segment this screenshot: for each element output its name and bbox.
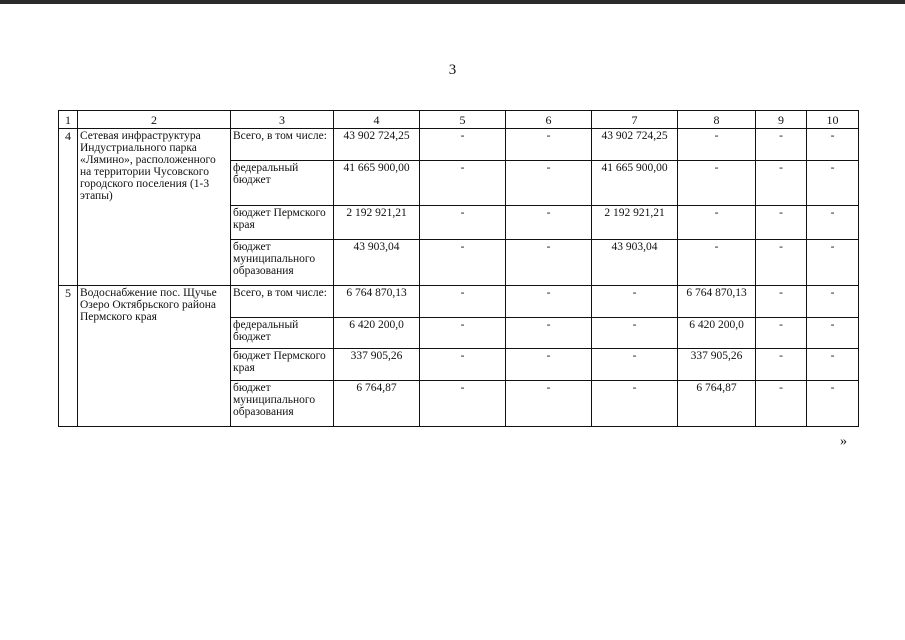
amount-cell: 6 764,87: [678, 381, 756, 427]
amount-cell: -: [678, 206, 756, 240]
amount-cell: -: [420, 286, 506, 318]
header-row: [59, 111, 859, 129]
amount-cell: -: [506, 129, 592, 161]
amount-cell: -: [678, 129, 756, 161]
amount-cell: -: [807, 206, 859, 240]
header-cell: 1: [59, 111, 78, 129]
funding-source: бюджет Пермского края: [231, 206, 334, 240]
amount-cell: -: [506, 318, 592, 349]
amount-cell: -: [807, 349, 859, 381]
amount-cell: 41 665 900,00: [592, 161, 678, 206]
amount-cell: -: [807, 129, 859, 161]
amount-cell: -: [756, 129, 807, 161]
amount-cell: -: [420, 129, 506, 161]
scan-top-edge: [0, 0, 905, 4]
amount-cell: -: [807, 286, 859, 318]
funding-source: федеральный бюджет: [231, 161, 334, 206]
header-cell: 4: [334, 111, 420, 129]
amount-cell: 337 905,26: [678, 349, 756, 381]
header-cell: 6: [506, 111, 592, 129]
amount-cell: -: [756, 381, 807, 427]
table-row: [59, 286, 859, 318]
amount-cell: 41 665 900,00: [334, 161, 420, 206]
amount-cell: 337 905,26: [334, 349, 420, 381]
amount-cell: -: [592, 381, 678, 427]
amount-cell: -: [756, 318, 807, 349]
amount-cell: 6 420 200,0: [678, 318, 756, 349]
amount-cell: -: [592, 318, 678, 349]
amount-cell: -: [678, 161, 756, 206]
amount-cell: -: [506, 240, 592, 286]
amount-cell: -: [678, 240, 756, 286]
amount-cell: -: [420, 240, 506, 286]
funding-source: бюджет муниципального образования: [231, 381, 334, 427]
amount-cell: -: [807, 161, 859, 206]
funding-source: федеральный бюджет: [231, 318, 334, 349]
project-name: Сетевая инфраструктура Индустриального парка «Лямино», расположенного на территории Чусовского городского поселения (1-3 этапы): [78, 129, 231, 286]
amount-cell: -: [756, 286, 807, 318]
amount-cell: 43 902 724,25: [334, 129, 420, 161]
amount-cell: -: [506, 381, 592, 427]
header-cell: 7: [592, 111, 678, 129]
amount-cell: 43 903,04: [334, 240, 420, 286]
amount-cell: -: [756, 240, 807, 286]
table-row: [59, 129, 859, 161]
amount-cell: -: [592, 286, 678, 318]
amount-cell: 2 192 921,21: [592, 206, 678, 240]
funding-source: Всего, в том числе:: [231, 129, 334, 161]
page-number: 3: [448, 62, 457, 78]
amount-cell: 6 420 200,0: [334, 318, 420, 349]
project-number: 5: [59, 286, 78, 427]
header-cell: 8: [678, 111, 756, 129]
header-cell: 10: [807, 111, 859, 129]
amount-cell: -: [420, 381, 506, 427]
funding-source: бюджет муниципального образования: [231, 240, 334, 286]
amount-cell: -: [506, 349, 592, 381]
amount-cell: -: [420, 161, 506, 206]
header-cell: 2: [78, 111, 231, 129]
amount-cell: -: [420, 349, 506, 381]
amount-cell: -: [807, 381, 859, 427]
header-cell: 3: [231, 111, 334, 129]
amount-cell: 6 764 870,13: [678, 286, 756, 318]
amount-cell: 43 903,04: [592, 240, 678, 286]
amount-cell: 2 192 921,21: [334, 206, 420, 240]
funding-source: Всего, в том числе:: [231, 286, 334, 318]
amount-cell: 43 902 724,25: [592, 129, 678, 161]
financing-table: [58, 110, 859, 427]
amount-cell: -: [756, 206, 807, 240]
project-number: 4: [59, 129, 78, 286]
project-name: Водоснабжение пос. Щучье Озеро Октябрьского района Пермского края: [78, 286, 231, 427]
amount-cell: -: [807, 240, 859, 286]
amount-cell: -: [756, 349, 807, 381]
amount-cell: -: [756, 161, 807, 206]
header-cell: 9: [756, 111, 807, 129]
amount-cell: -: [420, 206, 506, 240]
amount-cell: -: [807, 318, 859, 349]
amount-cell: -: [506, 161, 592, 206]
amount-cell: 6 764,87: [334, 381, 420, 427]
header-cell: 5: [420, 111, 506, 129]
amount-cell: -: [592, 349, 678, 381]
funding-source: бюджет Пермского края: [231, 349, 334, 381]
amount-cell: -: [506, 206, 592, 240]
amount-cell: -: [420, 318, 506, 349]
amount-cell: 6 764 870,13: [334, 286, 420, 318]
closing-quote-mark: »: [840, 434, 847, 449]
amount-cell: -: [506, 286, 592, 318]
